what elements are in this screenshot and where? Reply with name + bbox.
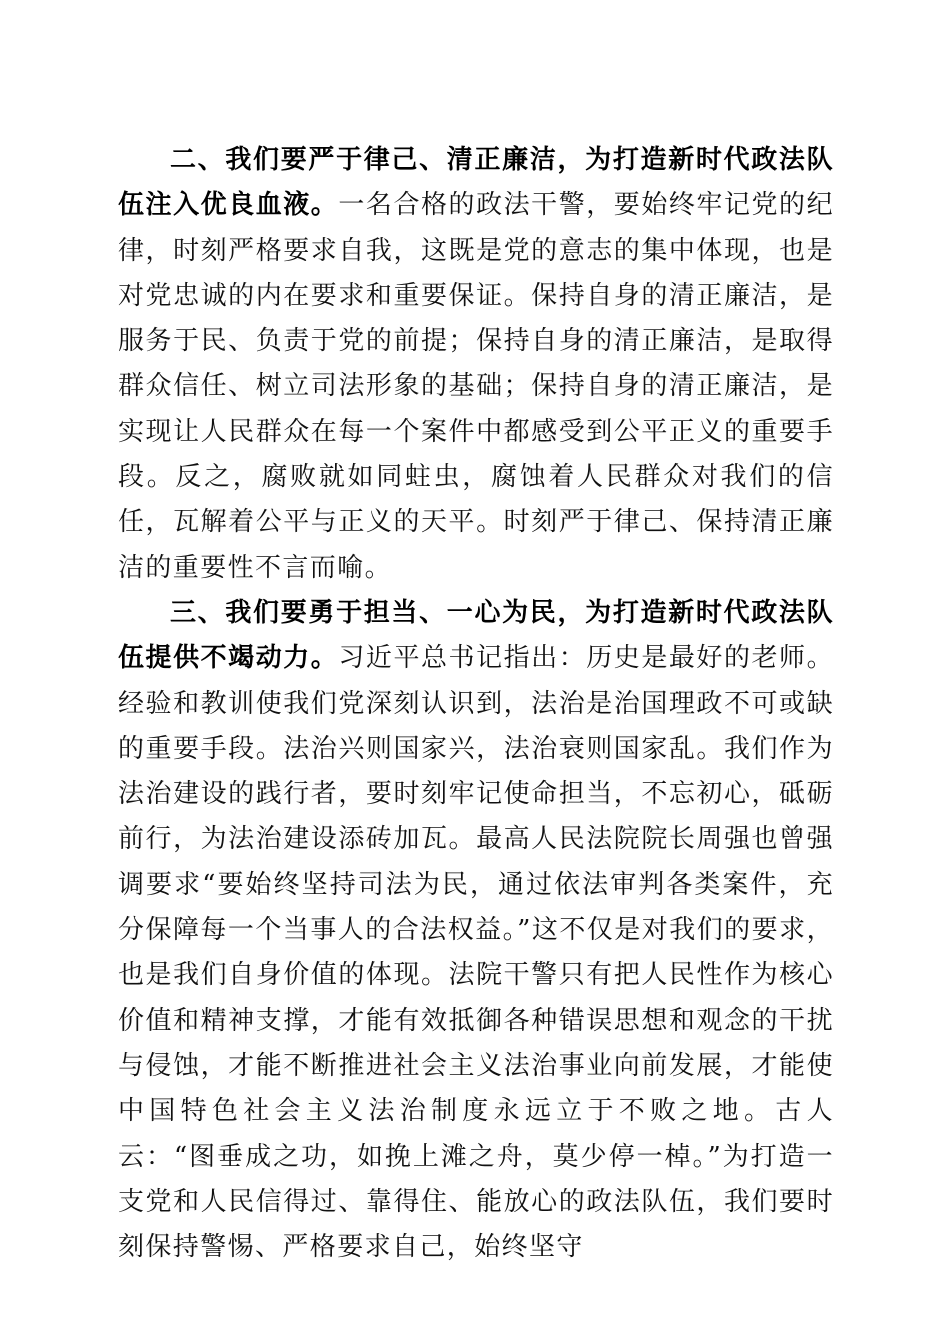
paragraph-section-two	[118, 138, 834, 591]
section-three-heading: 三、我们要勇于担当、一心为民，为打造新时代政法队伍提供不竭动力。	[118, 597, 834, 674]
document-body	[118, 138, 834, 1270]
paragraph-section-three	[118, 591, 834, 1270]
section-two-text: 一名合格的政法干警，要始终牢记党的纪律，时刻严格要求自我，这既是党的意志的集中体现，也是对党忠诚的内在要求和重要保证。保持自身的清正廉洁，是服务于民、负责于党的前提；保持自身的清正廉洁，是取得群众信任、树立司法形象的基础；保持自身的清正廉洁，是实现让人民群众在每一个案件中都感受到公平正义的重要手段。反之，腐败就如同蛀虫，腐蚀着人民群众对我们的信任，瓦解着公平与正义的天平。时刻严于律己、保持清正廉洁的重要性不言而喻。	[118, 190, 835, 583]
section-three-text: 习近平总书记指出：历史是最好的老师。经验和教训使我们党深刻认识到，法治是治国理政不可或缺的重要手段。法治兴则国家兴，法治衰则国家乱。我们作为法治建设的践行者，要时刻牢记使命担当，不忘初心，砥砺前行，为法治建设添砖加瓦。最高人民法院院长周强也曾强调要求“要始终坚持司法为民，通过依法审判各类案件，充分保障每一个当事人的合法权益。”这不仅是对我们的要求，也是我们自身价值的体现。法院干警只有把人民性作为核心价值和精神支撑，才能有效抵御各种错误思想和观念的干扰与侵蚀，才能不断推进社会主义法治事业向前发展，才能使中国特色社会主义法治制度永远立于不败之地。古人云：“图垂成之功，如挽上滩之舟，莫少停一棹。”为打造一支党和人民信得过、靠得住、能放心的政法队伍，我们要时刻保持警惕、严格要求自己，始终坚守	[118, 643, 835, 1263]
section-two-heading: 二、我们要严于律己、清正廉洁，为打造新时代政法队伍注入优良血液。	[118, 145, 834, 221]
